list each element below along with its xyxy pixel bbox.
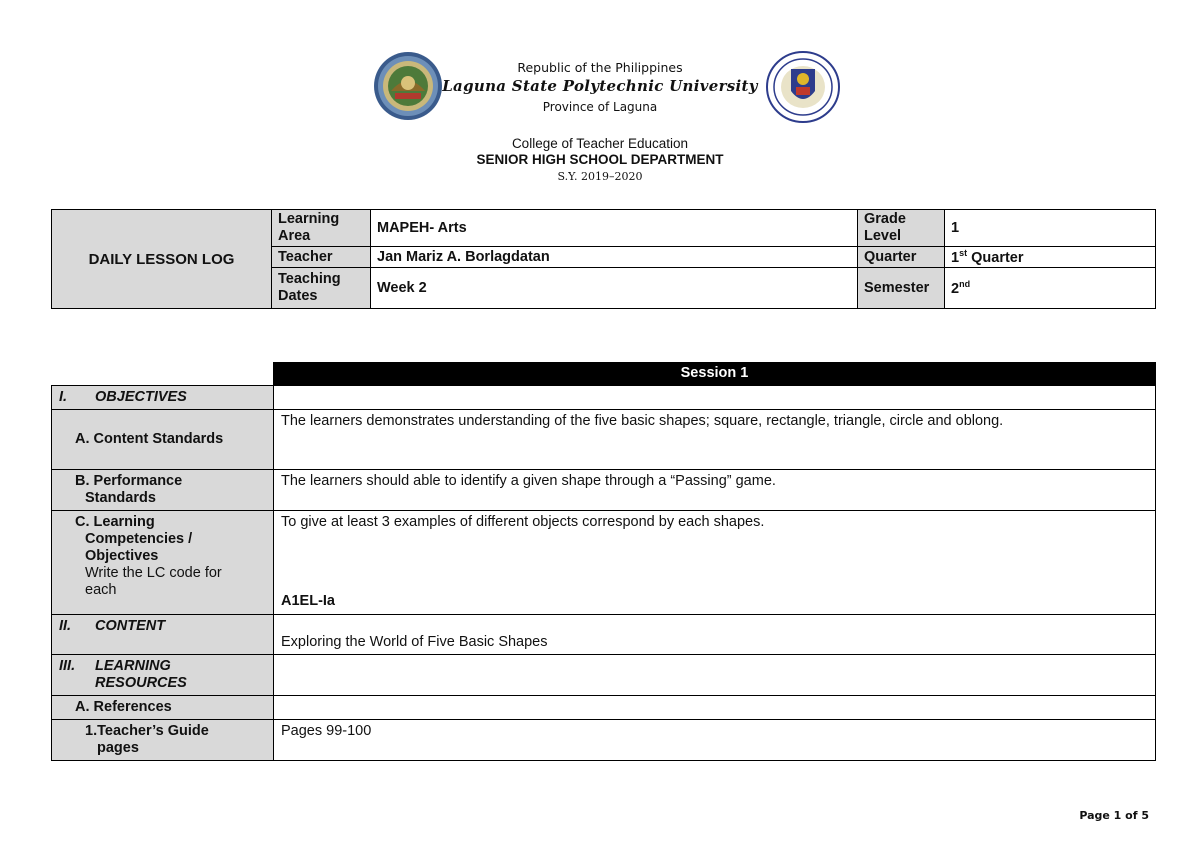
lesson-plan-table: [51, 362, 1156, 761]
deped-seal-logo: [766, 51, 840, 123]
semester-label: Semester: [858, 268, 945, 309]
teaching-dates-value: Week 2: [371, 268, 858, 309]
lesson-info-table: [51, 209, 1156, 309]
content-value: Exploring the World of Five Basic Shapes: [274, 615, 1156, 655]
department-text: SENIOR HIGH SCHOOL DEPARTMENT: [476, 152, 724, 167]
document-header: [0, 0, 1200, 200]
learning-resources-heading: III. LEARNING RESOURCES: [52, 655, 274, 696]
grade-level-label: Grade Level: [858, 210, 945, 247]
grade-level-value: 1: [945, 210, 1156, 247]
content-standards-label: A. Content Standards: [52, 410, 274, 470]
page-number: Page 1 of 5: [1079, 809, 1149, 822]
content-standards-value: The learners demonstrates understanding of the five basic shapes; square, rectangle, triangle, circle and oblong.: [274, 410, 1156, 470]
learning-competencies-value: To give at least 3 examples of different objects correspond by each shapes. A1EL-Ia: [274, 511, 1156, 615]
school-year-text: S.Y. 2019–2020: [557, 170, 643, 183]
semester-value: 2nd: [945, 268, 1156, 309]
objectives-heading: I. OBJECTIVES: [52, 386, 274, 410]
teachers-guide-value: Pages 99-100: [274, 720, 1156, 761]
teacher-value: Jan Mariz A. Borlagdatan: [371, 247, 858, 268]
province-text: Province of Laguna: [542, 100, 658, 114]
learning-area-value: MAPEH- Arts: [371, 210, 858, 247]
references-label: A. References: [52, 696, 274, 720]
quarter-value: 1st Quarter: [945, 247, 1156, 268]
daily-lesson-log-title: DAILY LESSON LOG: [52, 210, 272, 309]
session-header: Session 1: [274, 363, 1156, 386]
teachers-guide-label: 1.Teacher’s Guide pages: [52, 720, 274, 761]
teaching-dates-label: Teaching Dates: [272, 268, 371, 309]
quarter-label: Quarter: [858, 247, 945, 268]
content-heading: II. CONTENT: [52, 615, 274, 655]
learning-area-label: Learning Area: [272, 210, 371, 247]
performance-standards-label: B. Performance Standards: [52, 470, 274, 511]
learning-competencies-label: C. Learning Competencies / Objectives Write the LC code for each: [52, 511, 274, 615]
teacher-label: Teacher: [272, 247, 371, 268]
performance-standards-value: The learners should able to identify a given shape through a “Passing” game.: [274, 470, 1156, 511]
lc-code: A1EL-Ia: [281, 593, 335, 609]
university-name: Laguna State Polytechnic University: [442, 77, 758, 95]
college-text: College of Teacher Education: [511, 136, 689, 151]
republic-text: Republic of the Philippines: [517, 60, 683, 75]
